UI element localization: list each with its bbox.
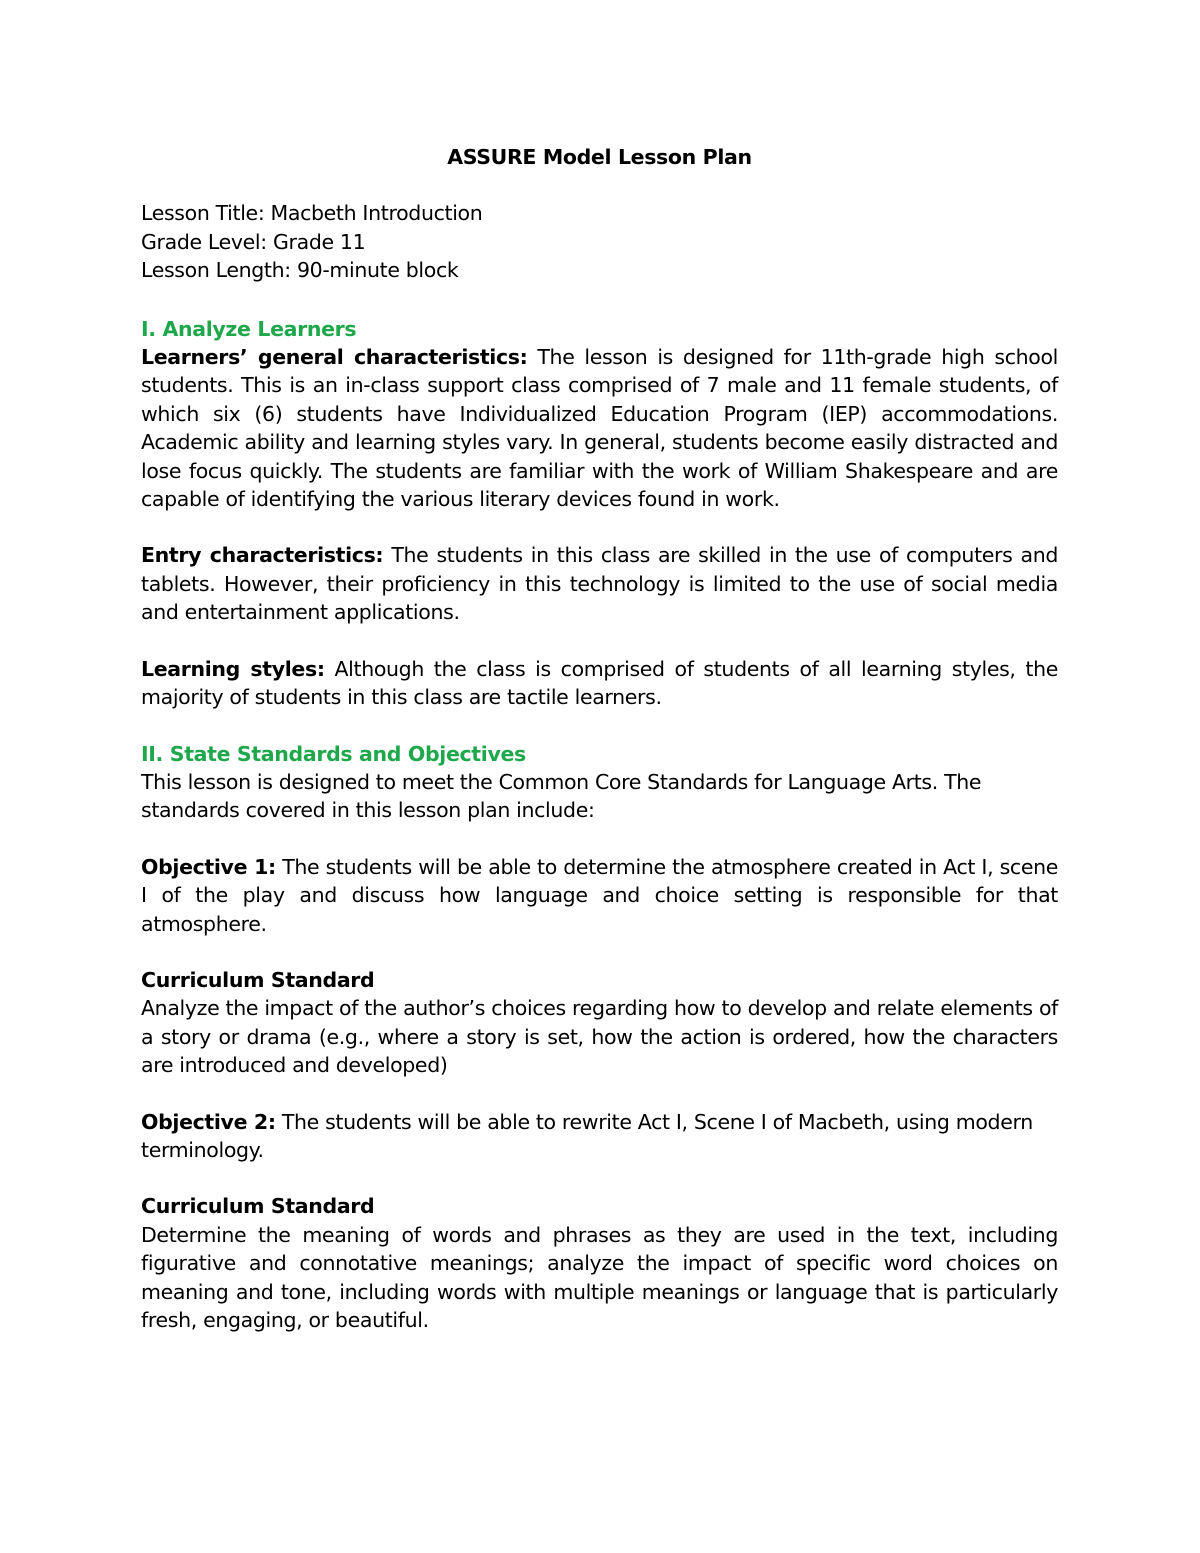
lesson-meta [141, 199, 1058, 284]
curriculum-standard-2-text: Determine the meaning of words and phrases as they are used in the text, including figurative and connotative meanings; analyze the impact of specific word choices on meaning and tone, including words with multiple meanings or language that is particularly fresh, engaging, or beautiful. [141, 1222, 1058, 1332]
objective-1-label: Objective 1: [141, 854, 276, 879]
entry-characteristics-text: The students in this class are skilled in the use of computers and tablets. However, their proficiency in this technology is limited to the use of social media and entertainment applications. [141, 543, 1058, 625]
objective-2-label: Objective 2: [141, 1109, 276, 1134]
lesson-length-line: Lesson Length: 90-minute block [141, 258, 459, 283]
lesson-title-line: Lesson Title: Macbeth Introduction [141, 201, 483, 226]
grade-level-line: Grade Level: Grade 11 [141, 229, 366, 254]
curriculum-standard-1-heading: Curriculum Standard [141, 967, 375, 992]
curriculum-standard-2-heading: Curriculum Standard [141, 1194, 375, 1219]
learning-styles-label: Learning styles: [141, 656, 325, 681]
entry-characteristics-paragraph [141, 541, 1058, 626]
general-characteristics-text: The lesson is designed for 11th-grade high school students. This is an in-class support class comprised of 7 male and 11 female students, of which six (6) students have Individualized Education Program (IEP) accommodations. Academic ability and learning styles vary. In general, students become easily distracted and lose focus quickly. The students are familiar with the work of William Shakespeare and are capable of identifying the various literary devices found in work. [141, 345, 1059, 512]
learning-styles-text: Although the class is comprised of students of all learning styles, the majority of students in this class are tactile learners. [141, 656, 1059, 710]
objective-2-text: The students will be able to rewrite Act I, Scene I of Macbeth, using modern terminology. [141, 1109, 1033, 1162]
general-characteristics-paragraph [141, 343, 1058, 513]
learning-styles-paragraph [141, 655, 1058, 712]
objective-1-paragraph [141, 853, 1058, 938]
section-heading-analyze-learners: I. Analyze Learners [141, 316, 357, 341]
curriculum-standard-1-text: Analyze the impact of the author’s choices regarding how to develop and relate elements of a story or drama (e.g., where a story is set, how the action is ordered, how the characters are introduced and developed) [141, 996, 1058, 1078]
general-characteristics-label: Learners’ general characteristics: [141, 345, 528, 370]
section-heading-standards-objectives: II. State Standards and Objectives [141, 741, 526, 766]
document-title: ASSURE Model Lesson Plan [447, 145, 752, 169]
document-page [141, 143, 1058, 1334]
objective-1-text: The students will be able to determine the atmosphere created in Act I, scene I of the play and discuss how language and choice setting is responsible for that atmosphere. [141, 854, 1058, 936]
standards-intro-paragraph: This lesson is designed to meet the Common Core Standards for Language Arts. The standards covered in this lesson plan include: [141, 769, 982, 823]
entry-characteristics-label: Entry characteristics: [141, 543, 384, 568]
objective-2-paragraph [141, 1108, 1058, 1165]
